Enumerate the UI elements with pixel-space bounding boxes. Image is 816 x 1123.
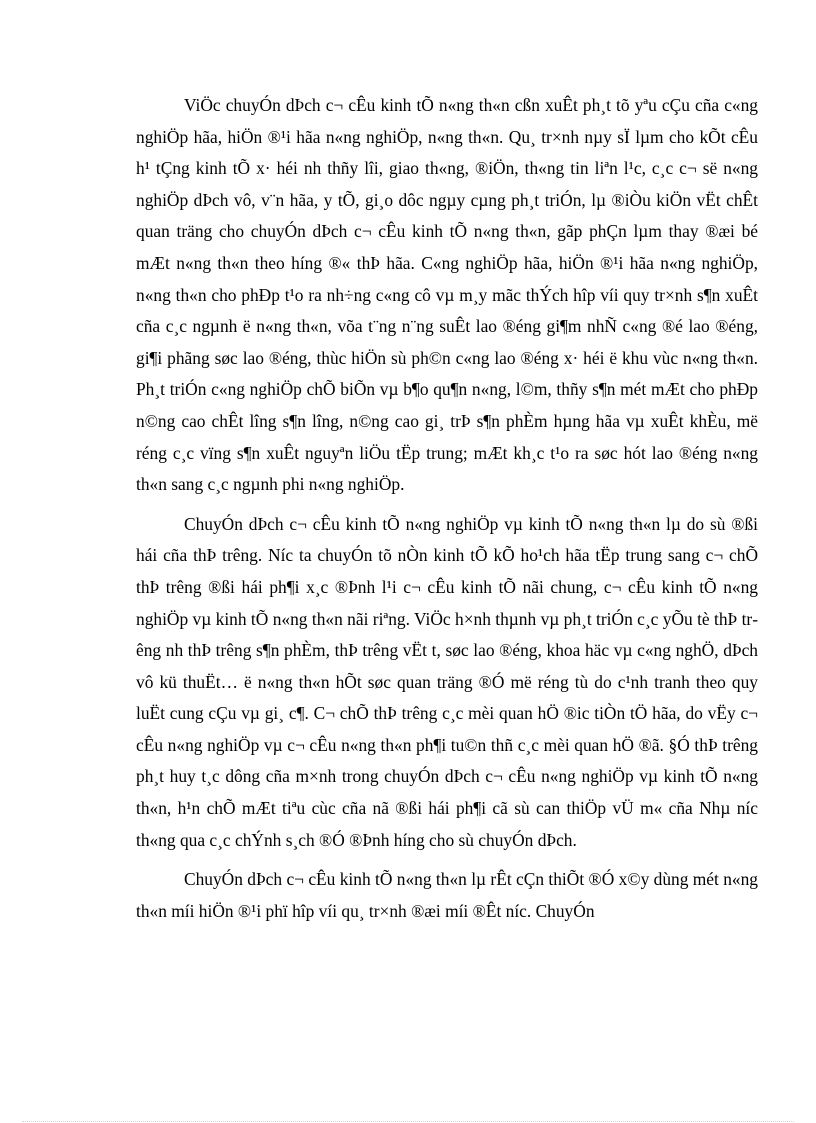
page-bottom-divider bbox=[22, 1121, 794, 1122]
document-page bbox=[136, 90, 758, 935]
paragraph-3: ChuyÓn dÞch c¬ cÊu kinh tÕ n«ng th«n lµ rÊt cÇn thiÕt ®Ó x©y dùng mét n«ng th«n míi hiÖn ®¹i phï hîp víi qu¸ tr×nh ®æi míi ®Êt níc. ChuyÓn bbox=[136, 869, 758, 921]
paragraph-2: ChuyÓn dÞch c¬ cÊu kinh tÕ n«ng nghiÖp vµ kinh tÕ n«ng th«n lµ do sù ®ßi hái cña thÞ trêng. Níc ta chuyÓn tõ nÒn kinh tÕ kÕ ho¹ch hãa tËp trung sang c¬ chÕ thÞ trêng ®ßi hái ph¶i x¸c ®Þnh l¹i c¬ cÊu kinh tÕ nãi chung, c¬ cÊu kinh tÕ n«ng nghiÖp vµ kinh tÕ n«ng th«n nãi riªng. ViÖc h×nh thµnh vµ ph¸t triÓn c¸c yÕu tè thÞ trêng nh thÞ trêng s¶n phÈm, thÞ trêng vËt t, søc lao ®éng, khoa häc vµ c«ng nghÖ, dÞch vô kü thuËt… ë n«ng th«n hÕt søc quan träng ®Ó më réng tù do c¹nh tranh theo quy luËt cung cÇu vµ gi¸ c¶. C¬ chÕ thÞ trêng c¸c mèi quan hÖ ®ic tiÒn tÖ hãa, do vËy c¬ cÊu n«ng nghiÖp vµ c¬ cÊu n«ng th«n ph¶i tu©n thñ c¸c mèi quan hÖ ®ã. §Ó thÞ trêng ph¸t huy t¸c dông cña m×nh trong chuyÓn dÞch c¬ cÊu n«ng nghiÖp vµ kinh tÕ n«ng th«n, h¹n chÕ mÆt tiªu cùc cña nã ®ßi hái ph¶i cã sù can thiÖp vÜ m« cña Nhµ níc th«ng qua c¸c chÝnh s¸ch ®Ó ®Þnh híng cho sù chuyÓn dÞch. bbox=[136, 513, 758, 850]
paragraph-1: ViÖc chuyÓn dÞch c¬ cÊu kinh tÕ n«ng th«n cßn xuÊt ph¸t tõ yªu cÇu cña c«ng nghiÖp hãa, hiÖn ®¹i hãa n«ng nghiÖp, n«ng th«n. Qu¸ tr×nh nµy sÏ lµm cho kÕt cÊu h¹ tÇng kinh tÕ x· héi nh thñy lîi, giao th«ng, ®iÖn, th«ng tin liªn l¹c, c¸c c¬ së n«ng nghiÖp dÞch vô, v¨n hãa, y tÕ, gi¸o dôc ngµy cµng ph¸t triÓn, lµ ®iÒu kiÖn vËt chÊt quan träng cho chuyÓn dÞch c¬ cÊu kinh tÕ n«ng th«n, gãp phÇn lµm thay ®æi bé mÆt n«ng th«n theo híng ®« thÞ hãa. C«ng nghiÖp hãa, hiÖn ®¹i hãa n«ng nghiÖp, n«ng th«n cho phÐp t¹o ra nh÷ng c«ng cô vµ m¸y mãc thÝch hîp víi quy tr×nh s¶n xuÊt cña c¸c ngµnh ë n«ng th«n, võa t¨ng n¨ng suÊt lao ®éng gi¶m nhÑ c«ng ®é lao ®éng, gi¶i phãng søc lao ®éng, thùc hiÖn sù ph©n c«ng lao ®éng x· héi ë khu vùc n«ng th«n. Ph¸t triÓn c«ng nghiÖp chÕ biÕn vµ b¶o qu¶n n«ng, l©m, thñy s¶n mét mÆt cho phÐp n©ng cao chÊt lîng s¶n lîng, n©ng cao gi¸ trÞ s¶n phÈm hµng hãa vµ xuÊt khÈu, më réng c¸c vïng s¶n xuÊt nguyªn liÖu tËp trung; mÆt kh¸c t¹o ra søc hót lao ®éng n«ng th«n sang c¸c ngµnh phi n«ng nghiÖp. bbox=[136, 95, 758, 495]
